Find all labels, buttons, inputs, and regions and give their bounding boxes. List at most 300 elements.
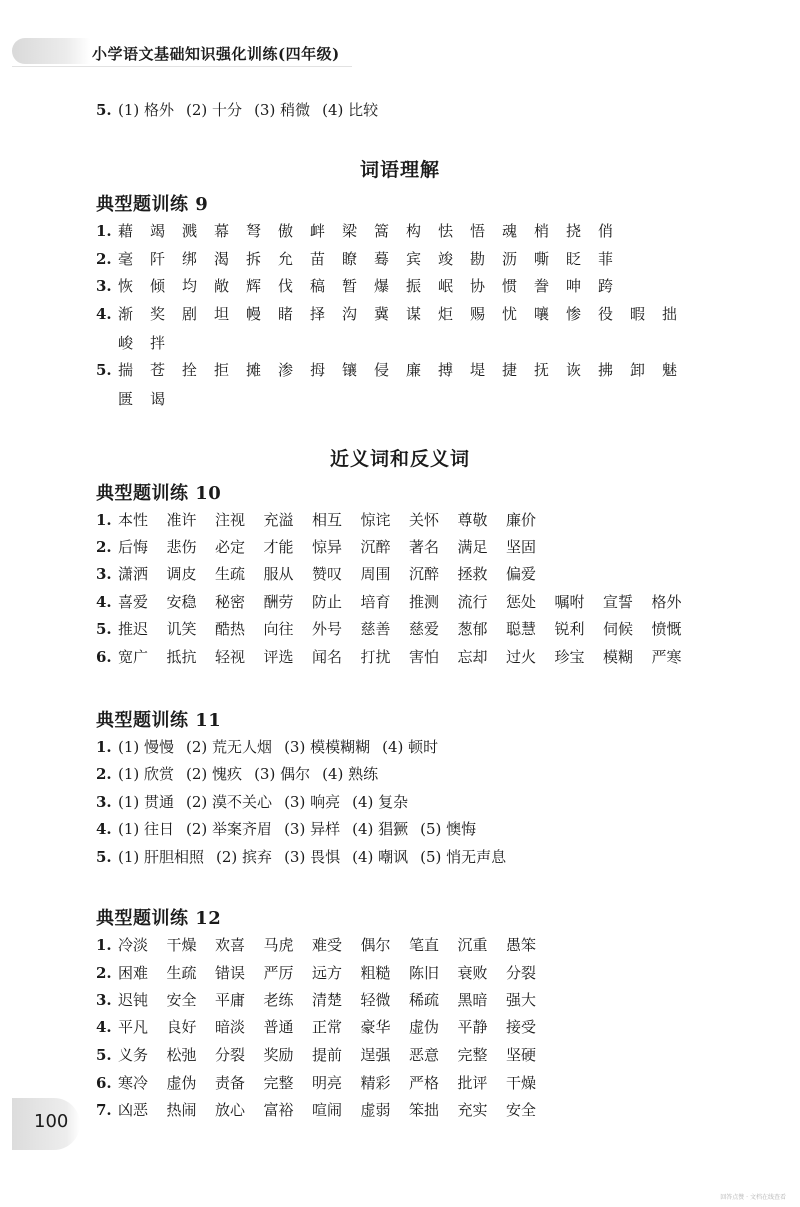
answer-word: 睹 (278, 305, 294, 323)
answer-word: 锐利 (554, 620, 585, 638)
answer-word: 嘶 (534, 250, 550, 268)
answer-word: 强大 (506, 991, 537, 1009)
answer-word: 向往 (263, 620, 294, 638)
item-number: 6. (96, 1074, 112, 1092)
answer-word: 峻 (118, 334, 134, 352)
answer-word: (1) 慢慢 (118, 738, 175, 756)
answer-word: (3) 偶尔 (254, 765, 311, 783)
answer-word: 精彩 (360, 1074, 391, 1092)
answer-word: 平庸 (215, 991, 246, 1009)
answer-word: 辉 (246, 277, 262, 295)
answer-word: (2) 摈弃 (216, 848, 273, 866)
answer-word: 稿 (310, 277, 326, 295)
answer-word: 马虎 (263, 936, 294, 954)
answer-word: 怯 (438, 222, 454, 240)
item-number: 4. (96, 820, 112, 838)
answer-word: 满足 (457, 538, 488, 556)
answer-word: 伺候 (603, 620, 634, 638)
answer-word: 拌 (150, 334, 166, 352)
answer-word: 搏 (438, 361, 454, 379)
answer-row (96, 644, 700, 670)
answer-word: 协 (470, 277, 486, 295)
answer-word: 关怀 (409, 511, 440, 529)
answer-word: 宣誓 (603, 593, 634, 611)
answer-row-continued (118, 330, 182, 356)
answer-word: 困难 (118, 964, 149, 982)
answer-word: 择 (310, 305, 326, 323)
answer-word: 谒 (150, 390, 166, 408)
answer-word: 老练 (263, 991, 294, 1009)
answer-word: 阡 (150, 250, 166, 268)
answer-row (96, 218, 630, 244)
answer-word: 酷热 (215, 620, 246, 638)
answer-word: 拂 (598, 361, 614, 379)
answer-row (96, 844, 518, 870)
answer-word: 均 (182, 277, 198, 295)
answer-row (96, 1042, 555, 1068)
answer-word: (1) 欣赏 (118, 765, 175, 783)
answer-word: 揣 (118, 361, 134, 379)
item-number: 5. (96, 848, 112, 866)
answer-word: 宾 (406, 250, 422, 268)
answer-word: 评选 (263, 648, 294, 666)
answer-word: 相互 (312, 511, 343, 529)
answer-word: (3) 异样 (284, 820, 341, 838)
answer-word: 堤 (470, 361, 486, 379)
answer-word: 暇 (630, 305, 646, 323)
answer-word: 推测 (409, 593, 440, 611)
answer-word: 稀疏 (409, 991, 440, 1009)
answer-word: 悟 (470, 222, 486, 240)
answer-word: 热闹 (166, 1101, 197, 1119)
answer-word: 喧闹 (312, 1101, 343, 1119)
answer-row (96, 589, 700, 615)
page-number: 100 (34, 1111, 69, 1132)
answer-word: 蓦 (374, 250, 390, 268)
answer-word: 模糊 (603, 648, 634, 666)
answer-word: 放心 (215, 1101, 246, 1119)
answer-word: 干燥 (166, 936, 197, 954)
answer-word: 慈善 (360, 620, 391, 638)
answer-word: 嚷 (534, 305, 550, 323)
item-number: 1. (96, 738, 112, 756)
answer-word: (4) 嘲讽 (352, 848, 409, 866)
item-number: 4. (96, 1018, 112, 1036)
answer-word: 打扰 (360, 648, 391, 666)
answer-word: 抚 (534, 361, 550, 379)
answer-word: 宽广 (118, 648, 149, 666)
item-number: 7. (96, 1101, 112, 1119)
answer-word: 魂 (502, 222, 518, 240)
answer-word: 岷 (438, 277, 454, 295)
answer-word: 凶恶 (118, 1101, 149, 1119)
answer-word: 才能 (263, 538, 294, 556)
answer-word: 防止 (312, 593, 343, 611)
answer-row (96, 761, 390, 787)
answer-word: 勘 (470, 250, 486, 268)
section-title: 近义词和反义词 (329, 448, 470, 470)
answer-line-5 (96, 97, 390, 123)
answer-word: 安稳 (166, 593, 197, 611)
answer-word: (1) 往日 (118, 820, 175, 838)
answer-word: 摊 (246, 361, 262, 379)
answer-word: 潇洒 (118, 565, 149, 583)
answer-word: (4) 复杂 (352, 793, 409, 811)
answer-word: 平静 (457, 1018, 488, 1036)
answer-row (96, 507, 555, 533)
answer-word: 富裕 (263, 1101, 294, 1119)
section-title: 词语理解 (359, 159, 440, 181)
answer-word: 拒 (214, 361, 230, 379)
answer-word: 忧 (502, 305, 518, 323)
answer-word: 严厉 (263, 964, 294, 982)
answer-word: 挠 (566, 222, 582, 240)
answer-word: 嘱咐 (554, 593, 585, 611)
answer-row (96, 534, 555, 560)
answer-word: 普通 (263, 1018, 294, 1036)
answer-word: 竣 (438, 250, 454, 268)
answer-word: 梁 (342, 222, 358, 240)
answer-row (96, 960, 555, 986)
answer-word: 梢 (534, 222, 550, 240)
answer-word: 坚固 (506, 538, 537, 556)
answer-word: 黑暗 (457, 991, 488, 1009)
answer-row (96, 932, 555, 958)
answer-word: 傲 (278, 222, 294, 240)
answer-word: 珍宝 (554, 648, 585, 666)
answer-word: 后悔 (118, 538, 149, 556)
answer-row (96, 357, 694, 383)
answer-word: 溅 (182, 222, 198, 240)
answer-word: 俏 (598, 222, 614, 240)
answer-word: 格外 (651, 593, 682, 611)
answer-word: 剧 (182, 305, 198, 323)
answer-word: 恢 (118, 277, 134, 295)
answer-row (96, 734, 450, 760)
answer-word: 著名 (409, 538, 440, 556)
answer-row (96, 246, 630, 272)
answer-word: 衰败 (457, 964, 488, 982)
answer-word: 生疏 (166, 964, 197, 982)
answer-word: 酬劳 (263, 593, 294, 611)
answer-word: 远方 (312, 964, 343, 982)
answer-word: (3) 响亮 (284, 793, 341, 811)
answer-word: 闻名 (312, 648, 343, 666)
answer-word: 错误 (215, 964, 246, 982)
answer-word: 愤慨 (651, 620, 682, 638)
answer-word: 暗淡 (215, 1018, 246, 1036)
answer-word: 轻微 (360, 991, 391, 1009)
answer-word: (5) 悄无声息 (420, 848, 507, 866)
answer-word: 捷 (502, 361, 518, 379)
answer-word: 拙 (662, 305, 678, 323)
answer-word: 批评 (457, 1074, 488, 1092)
answer-word: (4) 比较 (322, 101, 379, 119)
answer-word: 笨拙 (409, 1101, 440, 1119)
answer-word: 逞强 (360, 1046, 391, 1064)
answer-row (96, 273, 630, 299)
answer-word: 充实 (457, 1101, 488, 1119)
answer-word: 流行 (457, 593, 488, 611)
item-number: 3. (96, 793, 112, 811)
answer-word: 惩处 (506, 593, 537, 611)
answer-word: (1) 贯通 (118, 793, 175, 811)
answer-word: 慈爱 (409, 620, 440, 638)
item-number: 2. (96, 250, 112, 268)
header-rule (12, 66, 352, 67)
answer-word: 幕 (214, 222, 230, 240)
answer-word: 安全 (506, 1101, 537, 1119)
answer-word: 本性 (118, 511, 149, 529)
watermark: 回答点赞 · 文档在线查看 (720, 1194, 786, 1201)
answer-word: 匮 (118, 390, 134, 408)
answer-word: 构 (406, 222, 422, 240)
answer-word: 接受 (506, 1018, 537, 1036)
answer-word: 明亮 (312, 1074, 343, 1092)
answer-word: 注视 (215, 511, 246, 529)
answer-row (96, 1070, 555, 1096)
answer-row (96, 616, 700, 642)
answer-word: (2) 漠不关心 (186, 793, 273, 811)
answer-word: 陈旧 (409, 964, 440, 982)
answer-word: 分裂 (506, 964, 537, 982)
exercise-heading: 典型题训练 9 (96, 194, 209, 215)
answer-word: 振 (406, 277, 422, 295)
answer-word: 外号 (312, 620, 343, 638)
answer-word: (2) 十分 (186, 101, 243, 119)
answer-word: 谋 (406, 305, 422, 323)
answer-word: (1) 格外 (118, 101, 175, 119)
answer-row (96, 301, 694, 327)
answer-word: 菲 (598, 250, 614, 268)
answer-word: 瞭 (342, 250, 358, 268)
answer-word: (3) 稍微 (254, 101, 311, 119)
answer-word: 惯 (502, 277, 518, 295)
answer-word: 推迟 (118, 620, 149, 638)
answer-row (96, 1097, 555, 1123)
answer-word: 严寒 (651, 648, 682, 666)
item-number: 1. (96, 936, 112, 954)
answer-word: 虚伪 (166, 1074, 197, 1092)
answer-word: 愚笨 (506, 936, 537, 954)
answer-word: 完整 (263, 1074, 294, 1092)
answer-word: 跨 (598, 277, 614, 295)
item-number: 5. (96, 101, 112, 119)
answer-word: 伐 (278, 277, 294, 295)
answer-word: 侵 (374, 361, 390, 379)
header-tab-decoration (12, 38, 90, 64)
answer-word: (3) 模模糊糊 (284, 738, 371, 756)
answer-word: 廉 (406, 361, 422, 379)
item-number: 3. (96, 277, 112, 295)
item-number: 2. (96, 538, 112, 556)
answer-word: 沥 (502, 250, 518, 268)
answer-word: 分裂 (215, 1046, 246, 1064)
answer-word: 坦 (214, 305, 230, 323)
answer-word: 诙 (566, 361, 582, 379)
answer-word: (5) 懊悔 (420, 820, 477, 838)
exercise-heading: 典型题训练 12 (96, 908, 222, 929)
answer-word: 惊异 (312, 538, 343, 556)
answer-word: 安全 (166, 991, 197, 1009)
answer-word: 豪华 (360, 1018, 391, 1036)
answer-word: 培育 (360, 593, 391, 611)
answer-word: 偏爱 (506, 565, 537, 583)
answer-word: 渐 (118, 305, 134, 323)
answer-word: 拴 (182, 361, 198, 379)
answer-word: 冀 (374, 305, 390, 323)
answer-row (96, 816, 488, 842)
answer-word: 平凡 (118, 1018, 149, 1036)
answer-word: 拆 (246, 250, 262, 268)
answer-word: 调皮 (166, 565, 197, 583)
answer-word: 允 (278, 250, 294, 268)
answer-word: 笔直 (409, 936, 440, 954)
answer-word: 竭 (150, 222, 166, 240)
item-number: 3. (96, 565, 112, 583)
answer-word: 赐 (470, 305, 486, 323)
answer-word: 轻视 (215, 648, 246, 666)
item-number: 2. (96, 964, 112, 982)
item-number: 1. (96, 511, 112, 529)
answer-word: 欢喜 (215, 936, 246, 954)
answer-row (96, 1014, 555, 1040)
exercise-heading: 典型题训练 11 (96, 710, 222, 731)
item-number: 5. (96, 361, 112, 379)
item-number: 5. (96, 1046, 112, 1064)
answer-word: 悲伤 (166, 538, 197, 556)
answer-word: 赞叹 (312, 565, 343, 583)
item-number: 5. (96, 620, 112, 638)
item-number: 4. (96, 305, 112, 323)
answer-word: 准许 (166, 511, 197, 529)
answer-word: 害怕 (409, 648, 440, 666)
answer-word: 抵抗 (166, 648, 197, 666)
answer-word: 冷淡 (118, 936, 149, 954)
answer-word: 寒冷 (118, 1074, 149, 1092)
answer-word: 沉重 (457, 936, 488, 954)
item-number: 1. (96, 222, 112, 240)
answer-word: 呻 (566, 277, 582, 295)
answer-word: 正常 (312, 1018, 343, 1036)
answer-word: 弩 (246, 222, 262, 240)
answer-word: 沟 (342, 305, 358, 323)
answer-word: 虚伪 (409, 1018, 440, 1036)
answer-word: (2) 愧疚 (186, 765, 243, 783)
answer-word: 葱郁 (457, 620, 488, 638)
answer-word: (4) 熟练 (322, 765, 379, 783)
answer-word: 誊 (534, 277, 550, 295)
answer-word: 奖 (150, 305, 166, 323)
answer-word: 拇 (310, 361, 326, 379)
answer-word: (1) 肝胆相照 (118, 848, 205, 866)
answer-word: 渴 (214, 250, 230, 268)
answer-row (96, 561, 555, 587)
answer-word: 倾 (150, 277, 166, 295)
answer-word: 干燥 (506, 1074, 537, 1092)
answer-word: 坚硬 (506, 1046, 537, 1064)
answer-word: 沉醉 (409, 565, 440, 583)
answer-word: 役 (598, 305, 614, 323)
item-number: 2. (96, 765, 112, 783)
answer-word: 忘却 (457, 648, 488, 666)
exercise-heading: 典型题训练 10 (96, 483, 222, 504)
answer-word: (2) 举案齐眉 (186, 820, 273, 838)
answer-word: 责备 (215, 1074, 246, 1092)
answer-word: (4) 猖獗 (352, 820, 409, 838)
answer-word: 充溢 (263, 511, 294, 529)
answer-word: 尊敬 (457, 511, 488, 529)
answer-word: 惊诧 (360, 511, 391, 529)
answer-word: 完整 (457, 1046, 488, 1064)
answer-word: 讥笑 (166, 620, 197, 638)
answer-word: 惨 (566, 305, 582, 323)
answer-word: 渗 (278, 361, 294, 379)
answer-word: 严格 (409, 1074, 440, 1092)
answer-word: 迟钝 (118, 991, 149, 1009)
answer-word: 眨 (566, 250, 582, 268)
answer-word: 篙 (374, 222, 390, 240)
item-number: 6. (96, 648, 112, 666)
answer-word: 提前 (312, 1046, 343, 1064)
answer-word: 暂 (342, 277, 358, 295)
answer-word: 廉价 (506, 511, 537, 529)
answer-word: 衅 (310, 222, 326, 240)
answer-word: 偶尔 (360, 936, 391, 954)
answer-word: 秘密 (215, 593, 246, 611)
answer-word: 苍 (150, 361, 166, 379)
answer-word: 粗糙 (360, 964, 391, 982)
item-number: 4. (96, 593, 112, 611)
answer-word: 过火 (506, 648, 537, 666)
answer-word: 生疏 (215, 565, 246, 583)
answer-word: 良好 (166, 1018, 197, 1036)
answer-word: 奖励 (263, 1046, 294, 1064)
answer-word: 镶 (342, 361, 358, 379)
answer-word: (3) 畏惧 (284, 848, 341, 866)
item-number: 3. (96, 991, 112, 1009)
answer-word: 幔 (246, 305, 262, 323)
answer-word: 喜爱 (118, 593, 149, 611)
answer-word: 必定 (215, 538, 246, 556)
answer-row (96, 789, 420, 815)
answer-word: 苗 (310, 250, 326, 268)
answer-word: 服从 (263, 565, 294, 583)
answer-word: 恶意 (409, 1046, 440, 1064)
answer-word: 魅 (662, 361, 678, 379)
answer-word: (2) 荒无人烟 (186, 738, 273, 756)
answer-row-continued (118, 386, 182, 412)
answer-word: 敞 (214, 277, 230, 295)
answer-row (96, 987, 555, 1013)
answer-word: 虚弱 (360, 1101, 391, 1119)
answer-word: 松弛 (166, 1046, 197, 1064)
answer-word: 周围 (360, 565, 391, 583)
answer-word: 爆 (374, 277, 390, 295)
answer-word: 聪慧 (506, 620, 537, 638)
answer-word: 卸 (630, 361, 646, 379)
answer-word: 绑 (182, 250, 198, 268)
answer-word: 毫 (118, 250, 134, 268)
answer-word: 藉 (118, 222, 134, 240)
answer-word: 拯救 (457, 565, 488, 583)
answer-word: 炬 (438, 305, 454, 323)
answer-word: 难受 (312, 936, 343, 954)
book-title: 小学语文基础知识强化训练(四年级) (92, 45, 340, 63)
answer-word: 沉醉 (360, 538, 391, 556)
answer-word: 义务 (118, 1046, 149, 1064)
answer-word: 清楚 (312, 991, 343, 1009)
